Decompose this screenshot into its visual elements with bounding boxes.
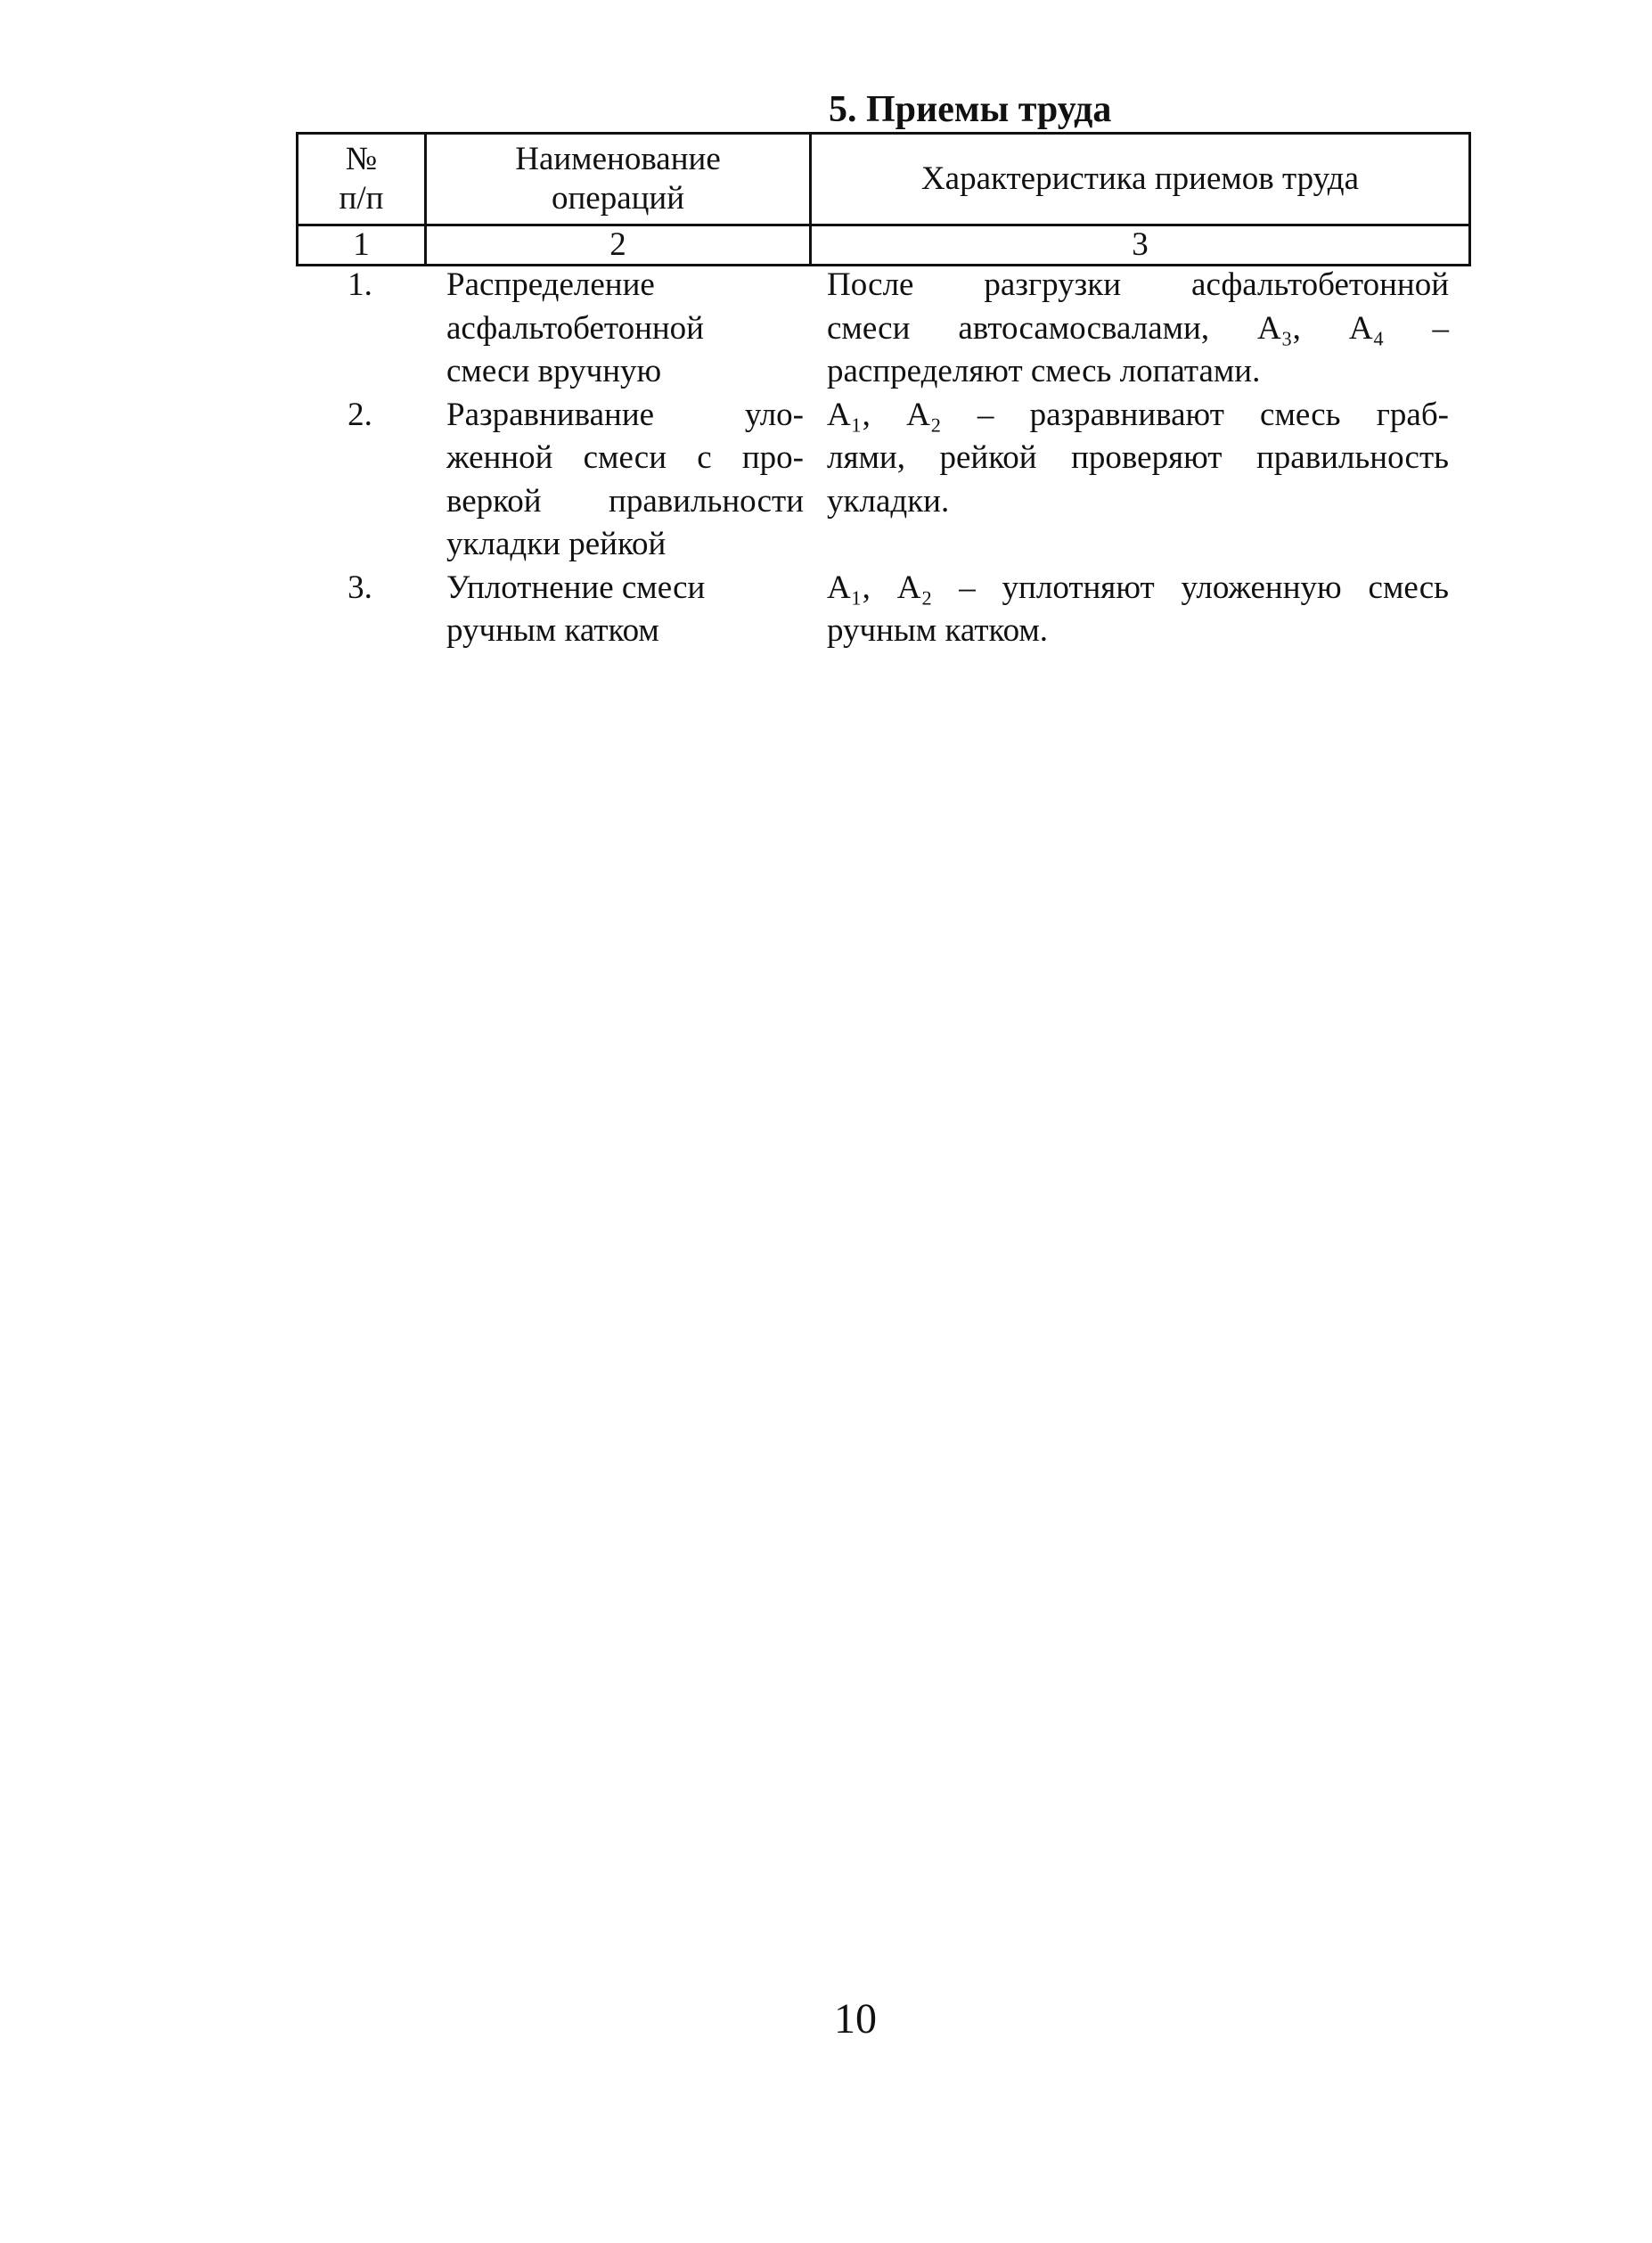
operation-line: Разравнивание уло-: [446, 396, 804, 433]
header-operations: [426, 134, 811, 225]
operation-line: ручным катком: [446, 612, 659, 649]
description-line: А₁, А₂ – уплотняют уложенную смесь: [827, 569, 1449, 606]
description-line: ручным катком.: [827, 612, 1049, 649]
column-number-3: 3: [811, 225, 1470, 266]
description-line: А₁, А₂ – разравнивают смесь граб-: [827, 396, 1449, 433]
header-row: [298, 134, 1470, 225]
section-title: 5. Приемы труда: [829, 89, 1112, 130]
column-numbers-row: [298, 225, 1470, 266]
operation-line: женной смеси с про-: [446, 439, 804, 476]
operation-description: [809, 567, 1468, 653]
table-body: [296, 264, 1468, 653]
operation-line: Распределение: [446, 266, 655, 303]
operation-name: [424, 567, 809, 653]
page-number: 10: [834, 1995, 877, 2042]
description-line: укладки.: [827, 482, 950, 520]
operation-line: Уплотнение смеси: [446, 569, 706, 606]
row-number: 2.: [348, 396, 372, 433]
header-num-line2: п/п: [339, 180, 384, 217]
table-row: [296, 567, 1468, 653]
table-row: [296, 394, 1468, 567]
operation-description: [809, 264, 1468, 394]
header-num: [298, 134, 426, 225]
operation-description: [809, 394, 1468, 567]
header-num-line1: №: [345, 141, 378, 177]
row-number: 3.: [348, 569, 372, 606]
operation-line: укладки рейкой: [446, 526, 667, 562]
operation-name: [424, 264, 809, 394]
column-number-1: 1: [298, 225, 426, 266]
description-line: распределяют смесь лопатами.: [827, 353, 1261, 389]
row-number: 1.: [348, 266, 372, 303]
description-line: смеси автосамосвалами, А₃, А₄ –: [827, 309, 1449, 347]
column-number-2: 2: [426, 225, 811, 266]
operation-name: [424, 394, 809, 567]
table-header: [296, 132, 1471, 266]
header-operations-line1: Наименование: [515, 141, 721, 177]
operation-line: веркой правильности: [446, 482, 804, 520]
description-line: После разгрузки асфальтобетонной: [827, 266, 1449, 303]
header-operations-line2: операций: [551, 180, 685, 217]
header-description: Характеристика приемов труда: [811, 134, 1470, 225]
table-row: [296, 264, 1468, 394]
description-line: лями, рейкой проверяют правильность: [827, 439, 1449, 476]
operation-line: смеси вручную: [446, 353, 662, 389]
operation-line: асфальтобетонной: [446, 309, 704, 347]
